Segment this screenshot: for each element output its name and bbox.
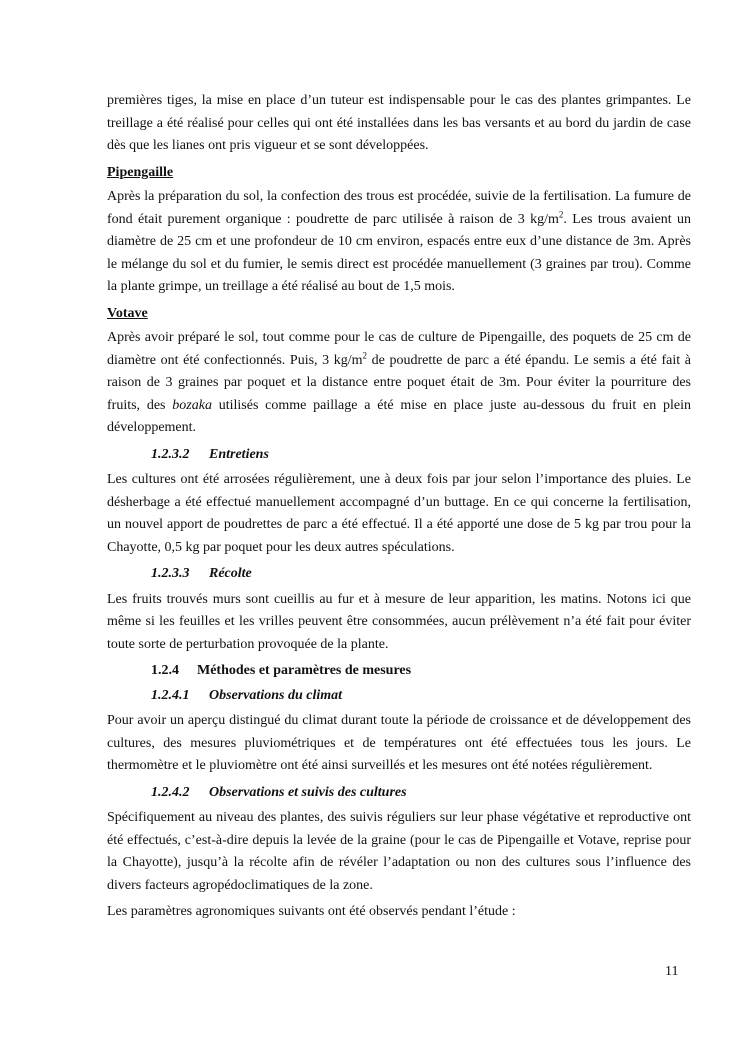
heading-1-2-4-2-number: 1.2.4.2 (151, 784, 190, 800)
heading-votave: Votave (107, 305, 148, 321)
heading-1-2-3-2-number: 1.2.3.2 (151, 446, 190, 462)
heading-1-2-3-2 (151, 444, 691, 467)
heading-pipengaille: Pipengaille (107, 164, 174, 180)
paragraph-pipengaille (107, 186, 691, 299)
pipengaille-superscript: 2 (558, 208, 564, 219)
heading-1-2-3-3-title: Récolte (209, 566, 252, 581)
heading-1-2-4-1-title: Observations du climat (209, 687, 343, 703)
paragraph-intro: premières tiges, la mise en place d’un tuteur est indispensable pour le cas des plantes grimpantes. Le treillage a été réalisé pour celles qui ont été installées dans les bas versants et au bord du jardin de case dès que les lianes ont pris vigueur et se sont développées. (107, 93, 691, 153)
paragraph-parametres: Les paramètres agronomiques suivants ont été observés pendant l’étude : (107, 904, 516, 919)
votave-text-c: utilisés comme paillage a été mise en place juste au-dessous du fruit en plein développement. (107, 397, 691, 435)
heading-1-2-3-2-title: Entretiens (209, 446, 269, 462)
heading-1-2-4 (151, 660, 691, 683)
votave-superscript: 2 (362, 349, 368, 360)
pipengaille-text-a: Après la préparation du sol, la confection des trous est procédée, suivie de la fertilisation. La fumure de fond était purement organique : poudrette de parc utilisée à raison de 3 kg/m (107, 189, 691, 227)
pipengaille-text-b: . Les trous avaient un diamètre de 25 cm et une profondeur de 10 cm environ, espacés entre eux d’une distance de 3m. Après le mélange du sol et du fumier, le semis direct est procédée manuellement (3 graines par trou). Comme la plante grimpe, un treillage a été réalisé au bout de 1,5 mois. (107, 211, 691, 294)
paragraph-climat: Pour avoir un aperçu distingué du climat durant toute la période de croissance et de développement des cultures, des mesures pluviométriques et de températures ont été effectuées tous les jours. Le thermomètre et le pluviomètre ont été ainsi surveillés et les mesures ont été notées régulièrement. (107, 713, 691, 773)
heading-1-2-3-3-number: 1.2.3.3 (151, 566, 190, 581)
paragraph-recolte: Les fruits trouvés murs sont cueillis au fur et à mesure de leur apparition, les matins. Notons ici que même si les feuilles et les vrilles peuvent être consommées, aucun prélèvement n’a été fait pour éviter toute sorte de perturbation provoquée de la plante. (107, 591, 691, 652)
heading-1-2-4-number: 1.2.4 (151, 663, 179, 678)
heading-1-2-4-1-number: 1.2.4.1 (151, 687, 190, 703)
votave-italic-bozaka: bozaka (172, 397, 212, 413)
page-number: 11 (665, 964, 679, 979)
votave-text-a: Après avoir préparé le sol, tout comme pour le cas de culture de Pipengaille, des poquets de 25 cm de diamètre ont été confectionnés. Puis, 3 kg/m (107, 330, 691, 368)
paragraph-suivis: Spécifiquement au niveau des plantes, des suivis réguliers sur leur phase végétative et reproductive ont été effectués, c’est-à-dire depuis la levée de la graine (pour le cas de Pipengaille et Votave, reprise pour la Chayotte), jusqu’à la récolte afin de révéler l’adaptation ou non des cultures sous l’influence des divers facteurs agropédoclimatiques de la zone. (107, 810, 691, 893)
heading-1-2-3-3 (151, 563, 691, 586)
votave-text-b: de poudrette de parc a été épandu. Le semis a été fait à raison de 3 graines par poquet et la distance entre poquet était de 3m. Pour éviter la pourriture des fruits, des (107, 352, 691, 413)
heading-1-2-4-title: Méthodes et paramètres de mesures (197, 663, 412, 678)
paragraph-votave (107, 327, 691, 440)
paragraph-entretiens: Les cultures ont été arrosées régulièrement, une à deux fois par jour selon l’importance des pluies. Le désherbage a été effectué manuellement accompagné d’un buttage. En ce qui concerne la fertilisation, un nouvel apport de poudrettes de parc a été effectué. Il a été apporté une dose de 5 kg par trou pour la Chayotte, 0,5 kg par poquet pour les deux autres spéculations. (107, 472, 691, 555)
heading-1-2-4-2-title: Observations et suivis des cultures (209, 784, 407, 800)
heading-1-2-4-2 (151, 782, 691, 805)
document-page (107, 90, 691, 928)
heading-1-2-4-1 (151, 685, 691, 708)
